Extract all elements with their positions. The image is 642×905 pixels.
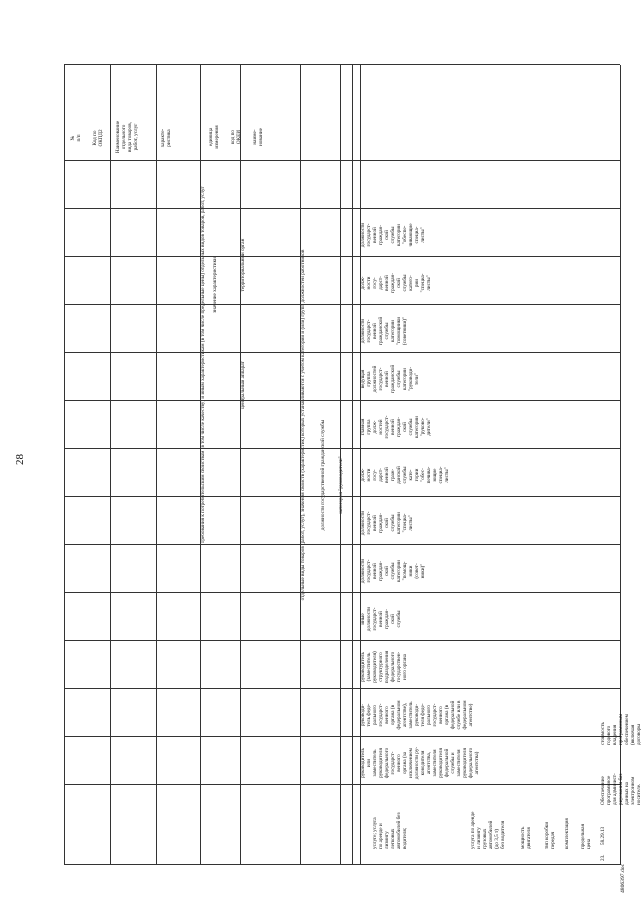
grid-line-h4 bbox=[240, 65, 241, 865]
header-name: Наименование отдельного вида товаров, работ, услуг bbox=[115, 120, 139, 154]
document-id: 4806397.doc bbox=[620, 863, 626, 893]
table-border-top bbox=[64, 65, 65, 865]
value-header-2: руководи- тель феде- рального государст- венного органа (в федеральном агентстве), заместитель руководи- теля феде- рального государст- венного органа (в федеральной службе или в федеральном агентстве) bbox=[360, 700, 474, 730]
grid-line-v14 bbox=[64, 160, 620, 161]
header-territorial-organ: территориальный орган bbox=[240, 238, 246, 292]
row-2-characteristic-2: тип коробки передач bbox=[544, 821, 556, 849]
grid-line-v5 bbox=[64, 592, 620, 593]
row-2-name: услуга по аренде и лизингу грузовых автомобилей (до 3,5 т) без водителя bbox=[470, 811, 506, 849]
grid-line-v12 bbox=[64, 256, 620, 257]
value-header-4: иные должности государст- венной граждан- ской службы bbox=[360, 606, 402, 632]
grid-line-h6 bbox=[340, 65, 341, 865]
grid-line-v13 bbox=[64, 208, 620, 209]
header-positions: должности государственной гражданской службы bbox=[320, 419, 326, 531]
header-characteristic: характе- ристика bbox=[160, 128, 172, 148]
header-code: Код по ОКПД2 bbox=[92, 129, 104, 147]
row-3-characteristic: стоимость годового владения программным обеспечением (включая договоры bbox=[600, 713, 642, 745]
grid-line-v11 bbox=[64, 304, 620, 305]
grid-line-h3 bbox=[200, 65, 201, 865]
grid-line-v2 bbox=[64, 736, 620, 737]
header-requirements: Требования к потребительским свойствам (в том числе качеству) и иным характеристикам (в том числе предельные цены) отдельных видов товаров, работ, услуг bbox=[200, 186, 206, 544]
value-header-1: руководитель или заместитель руководителя федерального государст- венного органа (за исключением должности ру- ководителя агентства, заместителя руководителя федеральной службы и заместителя руководителя федерального агентства) bbox=[360, 746, 480, 780]
row-1-name: услуге; услуга по аренде и лизингу легковых автомобилей без водителя; bbox=[372, 812, 408, 849]
value-header-7: долж- ности госу- дарст- венной граж- данской службы кате- гории "обес- печива- ющие специа- листы" bbox=[360, 466, 450, 484]
grid-line-h8 bbox=[360, 65, 361, 865]
grid-line-v9 bbox=[64, 400, 620, 401]
value-header-10: должности государст- венной гражданской службы категории "помощники (советники)" bbox=[360, 316, 408, 346]
value-header-3: руководитель (заместитель руководителя) структурного подразделения федерального государствен- ного органа bbox=[360, 650, 408, 684]
grid-line-h2 bbox=[156, 65, 157, 865]
header-unit: единица измерения bbox=[208, 125, 220, 149]
value-header-11: долж- ности госу- дарст- венной граждан- ской службы катего- рии "специа- листы" bbox=[360, 272, 432, 294]
row-3-name: Обеспечение программное для админист- рирования баз данных на электронном носителе. bbox=[600, 773, 642, 805]
grid-line-v6 bbox=[64, 544, 620, 545]
row-3-num: 23. bbox=[600, 854, 606, 861]
grid-line-v7 bbox=[64, 496, 620, 497]
header-central-apparatus: центральный аппарат bbox=[240, 361, 246, 409]
header-head-category: категория "руководители" bbox=[338, 456, 344, 514]
table-border-right bbox=[64, 64, 620, 65]
grid-line-v1 bbox=[64, 784, 620, 785]
grid-line-h5 bbox=[300, 65, 301, 865]
grid-line-v3 bbox=[64, 688, 620, 689]
grid-line-v8 bbox=[64, 448, 620, 449]
table-border-left bbox=[64, 864, 620, 865]
value-header-5: должности государст- венной граждан- ской службы категории "помощ- ники (совет- ники)" bbox=[360, 558, 426, 584]
page-number: 28 bbox=[14, 454, 26, 465]
row-2-characteristic-4: предельная цена bbox=[580, 824, 592, 849]
header-unit-code: код по ОКЕИ bbox=[230, 129, 242, 145]
value-header-9: ведущая группа должностей государст- венной гражданской службы категории "руководи- тели" bbox=[360, 364, 420, 394]
header-supported: отдельные виды товаров (работ, услуг), значения свойств (характеристик) которых устанавливаются с учетом категорий и (или) групп должностей работников bbox=[300, 249, 306, 601]
header-num: № п/п bbox=[70, 134, 82, 142]
header-unit-name: наиме- нование bbox=[252, 128, 264, 146]
value-header-8: главная группа долж- ностей государст- венной граждан- ской службы категории "руково- дители" bbox=[360, 415, 432, 439]
grid-line-h1 bbox=[110, 65, 111, 865]
value-header-12: должности государст- венной граждан- ской службы категории "обеспе- чивающие специа- листы" bbox=[360, 222, 426, 248]
value-header-6: должности государст- венной граждан- ской службы категории "специа- листы" bbox=[360, 510, 414, 536]
header-value-characteristic: значение характеристики bbox=[212, 257, 218, 313]
row-3-code: 58.29.13 bbox=[600, 826, 606, 845]
row-2-characteristic-1: мощность двигателя bbox=[520, 826, 532, 849]
grid-line-v4 bbox=[64, 640, 620, 641]
grid-line-v10 bbox=[64, 352, 620, 353]
row-2-characteristic-3: комплектация bbox=[564, 818, 570, 849]
grid-line-h7 bbox=[352, 65, 353, 865]
